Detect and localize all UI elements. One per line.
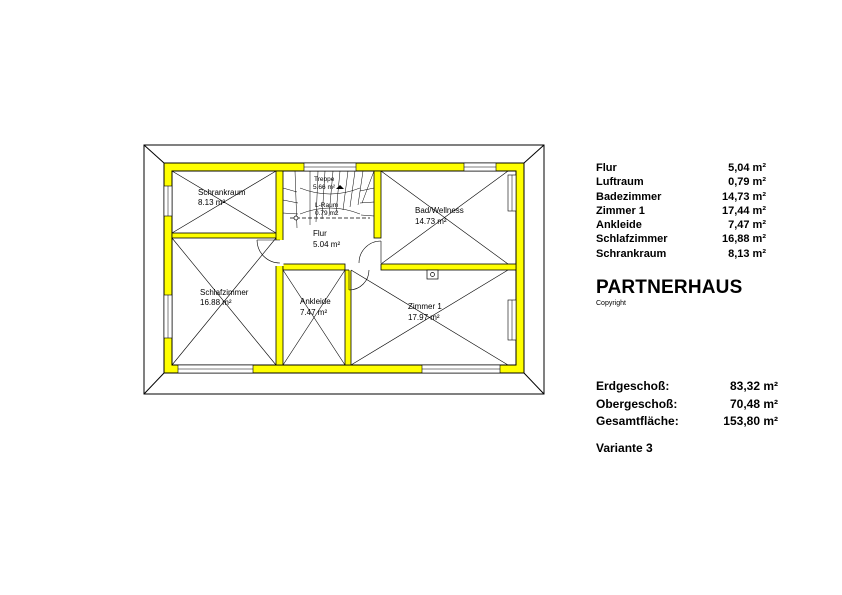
row-area: 5,04 m²: [728, 162, 766, 174]
row-area: 17,44 m²: [721, 204, 766, 217]
room-schrankraum-area: 8.13 m²: [198, 198, 226, 207]
table-row: [596, 204, 766, 218]
room-schlafzimmer-area: 16.88 m²: [200, 298, 232, 307]
table-row: [596, 378, 778, 396]
row-name: Ankleide: [596, 219, 642, 232]
row-name: Schlafzimmer: [596, 233, 668, 246]
room-treppe-name: Treppe: [314, 176, 335, 183]
row-name: Flur: [596, 162, 617, 174]
total-area: 83,32 m²: [729, 379, 778, 393]
table-row: [596, 413, 778, 431]
table-row: [596, 190, 766, 204]
row-area: 14,73 m²: [721, 190, 766, 203]
total-area: 153,80 m²: [723, 414, 778, 428]
room-zimmer1-area: 17.97 m²: [408, 313, 440, 322]
row-area: 16,88 m²: [721, 233, 766, 246]
row-name: Badezimmer: [596, 190, 662, 203]
room-ankleide-area: 7.47 m²: [300, 308, 328, 317]
row-name: Luftraum: [596, 176, 644, 189]
stair-start-marker: [294, 216, 298, 220]
chimney: [427, 270, 438, 279]
table-row: [596, 396, 778, 414]
area-totals: [596, 378, 778, 431]
table-row: [596, 232, 766, 246]
row-area: 7,47 m²: [728, 219, 766, 232]
row-area: 8,13 m²: [728, 247, 766, 260]
room-schlafzimmer-name: Schlafzimmer: [200, 288, 249, 297]
row-name: Schrankraum: [596, 247, 667, 260]
room-flur-area: 5.04 m²: [313, 240, 341, 249]
stair-direction-arrow: [336, 185, 344, 189]
room-ankleide-name: Ankleide: [300, 297, 331, 306]
copyright-note: Copyright: [596, 300, 626, 307]
total-name: Gesamtfläche:: [596, 414, 679, 428]
brand-title: PARTNERHAUS: [596, 277, 743, 298]
table-row: [596, 175, 766, 189]
total-name: Erdgeschoß:: [596, 379, 670, 393]
room-zimmer1-name: Zimmer 1: [408, 302, 442, 311]
room-bad-area: 14.73 m²: [415, 217, 447, 226]
room-flur-name: Flur: [313, 229, 327, 238]
table-row: [596, 218, 766, 232]
table-row: [596, 161, 766, 175]
total-area: 70,48 m²: [729, 396, 778, 411]
room-bad-name: Bad/Wellness: [415, 206, 464, 215]
room-schrankraum-name: Schrankraum: [198, 188, 246, 197]
row-area: 0,79 m²: [728, 176, 766, 189]
room-lraum-name: L-Raum: [315, 202, 339, 209]
table-row: [596, 247, 766, 261]
variant-label: Variante 3: [596, 441, 653, 455]
total-name: Obergeschoß:: [596, 396, 678, 411]
room-area-table: [596, 161, 766, 261]
room-treppe-area: 5.66 m²: [313, 184, 336, 191]
room-lraum-area: 0.79 m2: [315, 210, 339, 217]
row-name: Zimmer 1: [596, 204, 645, 217]
